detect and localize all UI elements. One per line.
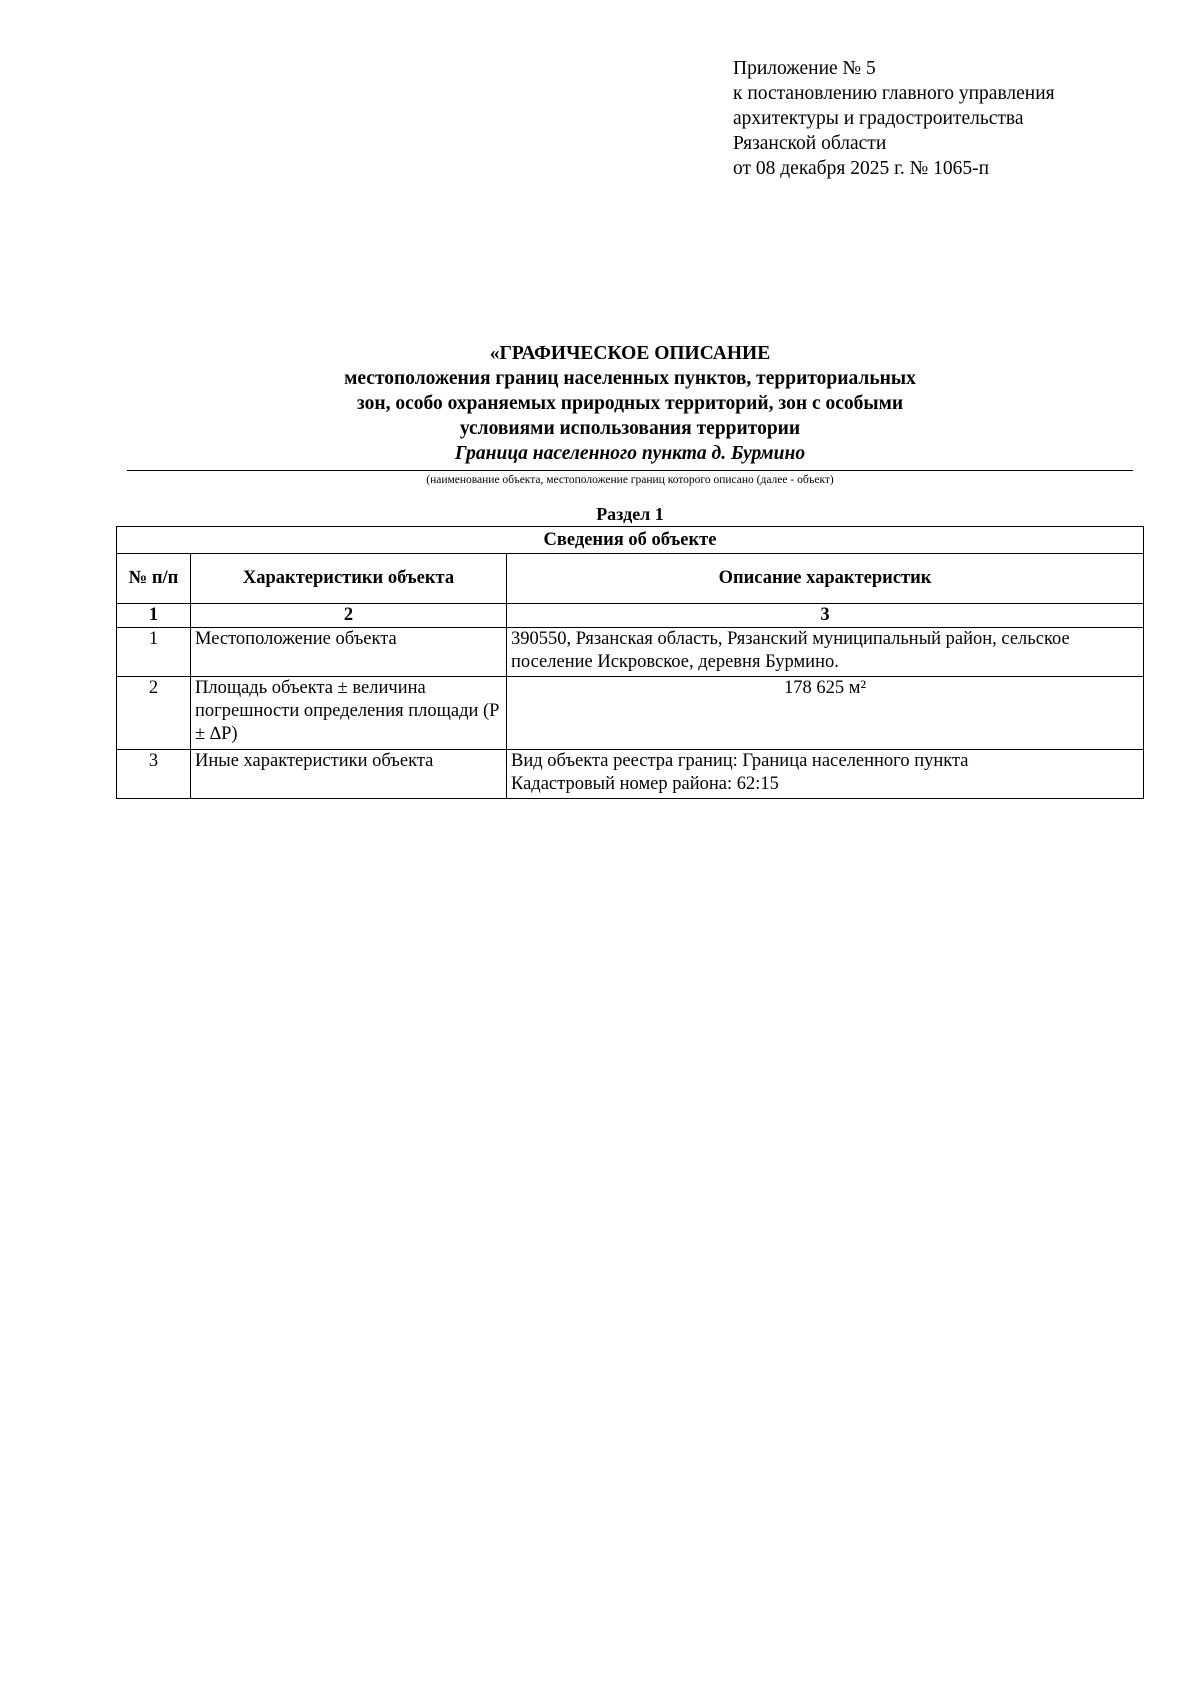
appendix-line: архитектуры и градостроительства (733, 108, 1024, 129)
column-header-characteristic: Характеристики объекта (191, 554, 507, 604)
appendix-line: от 08 декабря 2025 г. № 1065-п (733, 158, 990, 179)
object-info-table (116, 526, 1144, 799)
column-header-number: № п/п (117, 554, 191, 604)
row-number: 1 (117, 628, 191, 677)
description-line: Вид объекта реестра границ: Граница населенного пункта (511, 751, 969, 771)
object-name: Граница населенного пункта д. Бурмино (454, 443, 806, 464)
column-header-description: Описание характеристик (507, 554, 1144, 604)
title-line: «ГРАФИЧЕСКОЕ ОПИСАНИЕ (489, 343, 771, 364)
document-title (127, 341, 1133, 466)
characteristic-cell: Иные характеристики объекта (191, 750, 507, 799)
column-number: 1 (117, 604, 191, 628)
appendix-line: Приложение № 5 (733, 58, 876, 79)
description-cell (507, 750, 1144, 799)
column-numbers-row (117, 604, 1144, 628)
table-row (117, 750, 1144, 799)
underline-divider (127, 470, 1133, 471)
title-line: зон, особо охраняемых природных территорий, зон с особыми (356, 393, 904, 414)
appendix-line: к постановлению главного управления (733, 83, 1055, 104)
table-row (117, 628, 1144, 677)
row-number: 2 (117, 677, 191, 750)
description-cell: 178 625 м² (507, 677, 1144, 750)
table-heading-row (117, 527, 1144, 554)
object-name-caption: (наименование объекта, местоположение границ которого описано (далее - объект) (426, 474, 834, 486)
column-number: 2 (191, 604, 507, 628)
appendix-line: Рязанской области (733, 133, 887, 154)
title-line: местоположения границ населенных пунктов, территориальных (344, 368, 916, 389)
characteristic-cell: Площадь объекта ± величина погрешности определения площади (Р ± ∆Р) (191, 677, 507, 750)
description-line: Кадастровый номер района: 62:15 (511, 774, 779, 794)
row-number: 3 (117, 750, 191, 799)
table-row (117, 677, 1144, 750)
table-header-row (117, 554, 1144, 604)
description-cell: 390550, Рязанская область, Рязанский муниципальный район, сельское поселение Искровское, деревня Бурмино. (507, 628, 1144, 677)
table-heading: Сведения об объекте (117, 527, 1144, 554)
title-line: условиями использования территории (459, 418, 801, 439)
column-number: 3 (507, 604, 1144, 628)
appendix-header (733, 56, 1055, 181)
characteristic-cell: Местоположение объекта (191, 628, 507, 677)
section-label: Раздел 1 (596, 504, 664, 524)
